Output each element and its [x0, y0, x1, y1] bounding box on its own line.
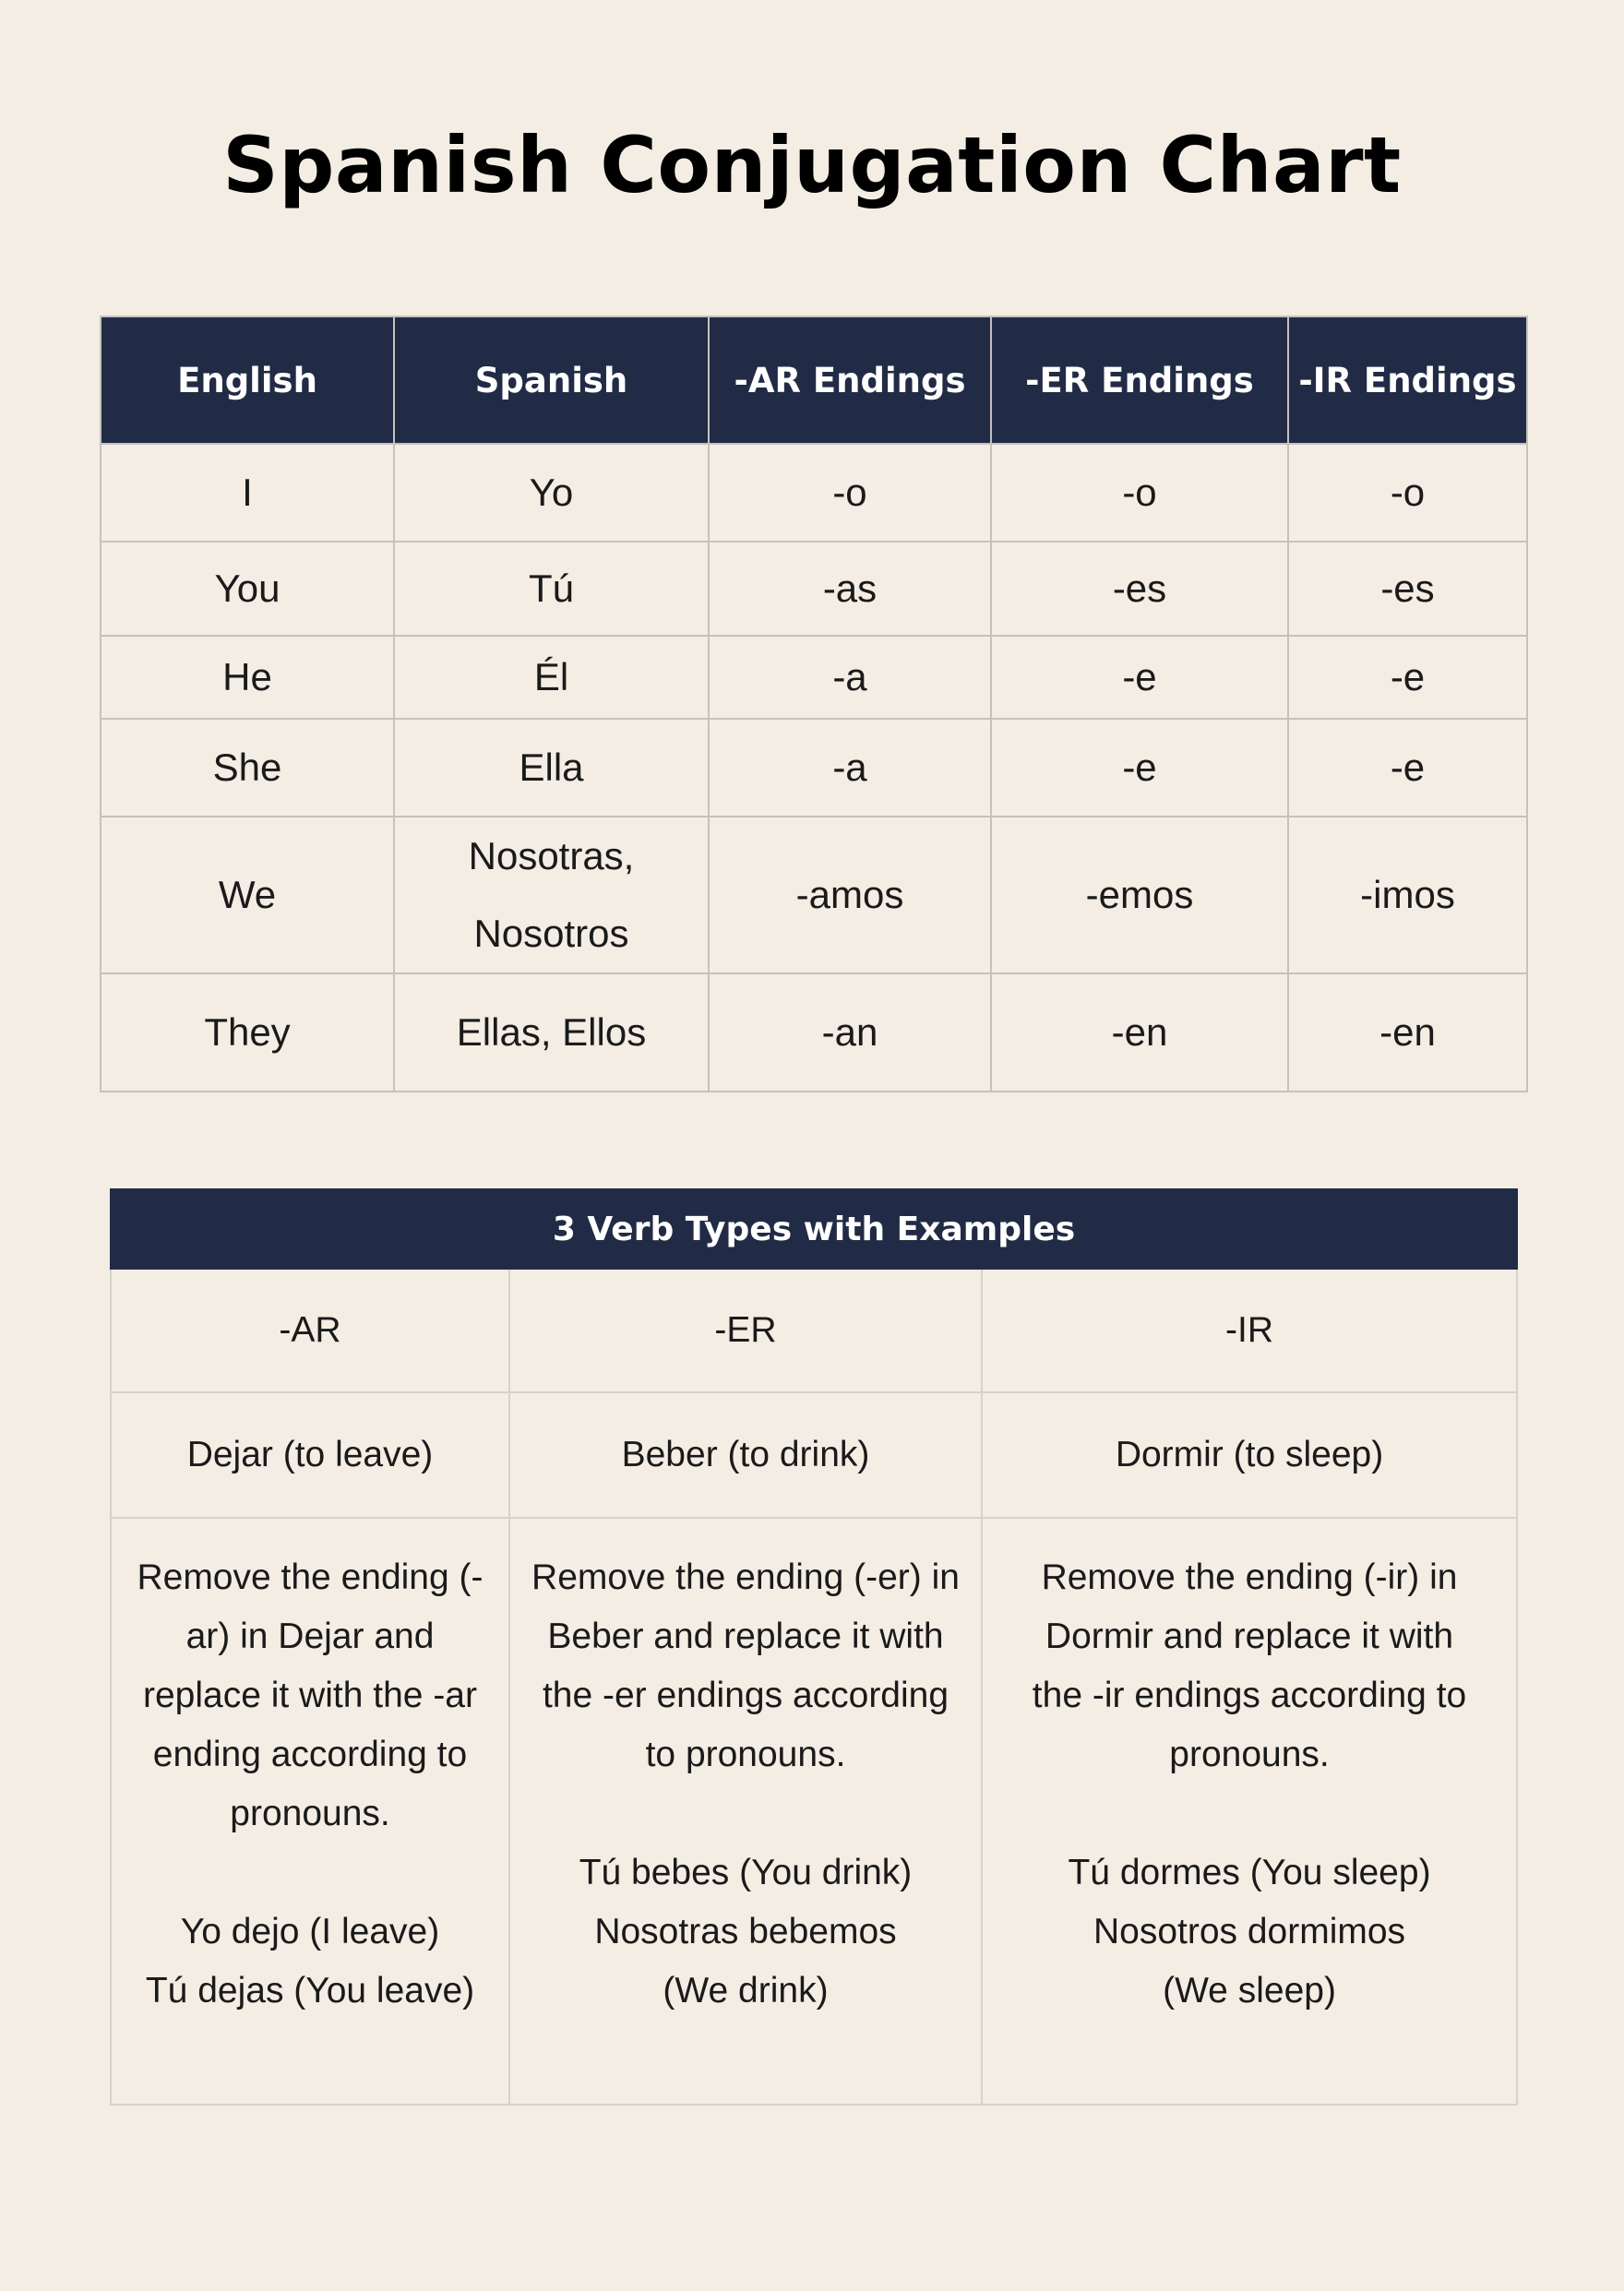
instruction-text: Remove the ending (-ir) in Dormir and replace it with the -ir endings according to pronouns.	[1032, 1557, 1467, 1774]
cell-ar-ending: -o	[709, 444, 991, 542]
table-row	[101, 636, 1527, 719]
cell-english: I	[101, 444, 394, 542]
page-title: Spanish Conjugation Chart	[222, 120, 1402, 210]
example-sentence: Tú bebes (You drink)	[579, 1853, 913, 1892]
example-sentence: Nosotras bebemos (We drink)	[594, 1912, 897, 2011]
cell-er-ending: -e	[991, 636, 1288, 719]
cell-ar-ending: -a	[709, 719, 991, 817]
cell-english: They	[101, 973, 394, 1092]
cell-spanish: Tú	[394, 542, 709, 636]
example-verb-er: Beber (to drink)	[509, 1392, 982, 1518]
cell-english: You	[101, 542, 394, 636]
instruction-text: Remove the ending (-ar) in Dejar and replace it with the -ar ending according to pronouns.	[137, 1557, 484, 1833]
table-row	[101, 973, 1527, 1092]
header-spanish: Spanish	[394, 316, 709, 444]
cell-ar-ending: -a	[709, 636, 991, 719]
cell-english: He	[101, 636, 394, 719]
table-row	[101, 719, 1527, 817]
header-ar-endings: -AR Endings	[709, 316, 991, 444]
cell-ir-ending: -imos	[1288, 817, 1527, 973]
cell-english: We	[101, 817, 394, 973]
cell-english: She	[101, 719, 394, 817]
instruction-cell-ir	[982, 1518, 1517, 2105]
example-sentences	[136, 1903, 484, 2021]
cell-ir-ending: -e	[1288, 636, 1527, 719]
verb-types-header-row	[111, 1189, 1517, 1269]
cell-ar-ending: -amos	[709, 817, 991, 973]
table-row	[101, 542, 1527, 636]
cell-spanish: Ellas, Ellos	[394, 973, 709, 1092]
example-sentence: Tú dormes (You sleep)	[1068, 1853, 1431, 1892]
example-sentence: Yo dejo (I leave)	[180, 1912, 440, 1951]
instruction-cell-ar	[111, 1518, 509, 2105]
example-sentences	[527, 1844, 964, 2021]
verb-type-er: -ER	[509, 1269, 982, 1392]
cell-spanish: Nosotras, Nosotros	[394, 817, 709, 973]
cell-ir-ending: -es	[1288, 542, 1527, 636]
cell-er-ending: -es	[991, 542, 1288, 636]
example-verb-ar: Dejar (to leave)	[111, 1392, 509, 1518]
conjugation-header-row	[101, 316, 1527, 444]
cell-ar-ending: -an	[709, 973, 991, 1092]
cell-ar-ending: -as	[709, 542, 991, 636]
cell-spanish: Yo	[394, 444, 709, 542]
example-sentence: Tú dejas (You leave)	[145, 1971, 475, 2011]
conjugation-table	[100, 316, 1528, 1092]
cell-ir-ending: -o	[1288, 444, 1527, 542]
instruction-cell-er	[509, 1518, 982, 2105]
cell-er-ending: -e	[991, 719, 1288, 817]
cell-ir-ending: -en	[1288, 973, 1527, 1092]
header-ir-endings: -IR Endings	[1288, 316, 1527, 444]
example-verb-ir: Dormir (to sleep)	[982, 1392, 1517, 1518]
cell-er-ending: -emos	[991, 817, 1288, 973]
header-english: English	[101, 316, 394, 444]
header-er-endings: -ER Endings	[991, 316, 1288, 444]
instruction-text: Remove the ending (-er) in Beber and replace it with the -er endings according to pronouns.	[531, 1557, 960, 1774]
instructions-row	[111, 1518, 1517, 2105]
example-sentence: Nosotros dormimos (We sleep)	[1093, 1912, 1406, 2011]
cell-spanish: Él	[394, 636, 709, 719]
table-row	[101, 817, 1527, 973]
example-sentences	[1020, 1844, 1479, 2021]
cell-er-ending: -o	[991, 444, 1288, 542]
example-verb-row	[111, 1392, 1517, 1518]
verb-type-ir: -IR	[982, 1269, 1517, 1392]
verb-types-table	[110, 1188, 1518, 2106]
cell-ir-ending: -e	[1288, 719, 1527, 817]
cell-spanish: Ella	[394, 719, 709, 817]
verb-types-heading: 3 Verb Types with Examples	[111, 1189, 1517, 1269]
verb-type-ar: -AR	[111, 1269, 509, 1392]
verb-type-row	[111, 1269, 1517, 1392]
table-row	[101, 444, 1527, 542]
cell-er-ending: -en	[991, 973, 1288, 1092]
